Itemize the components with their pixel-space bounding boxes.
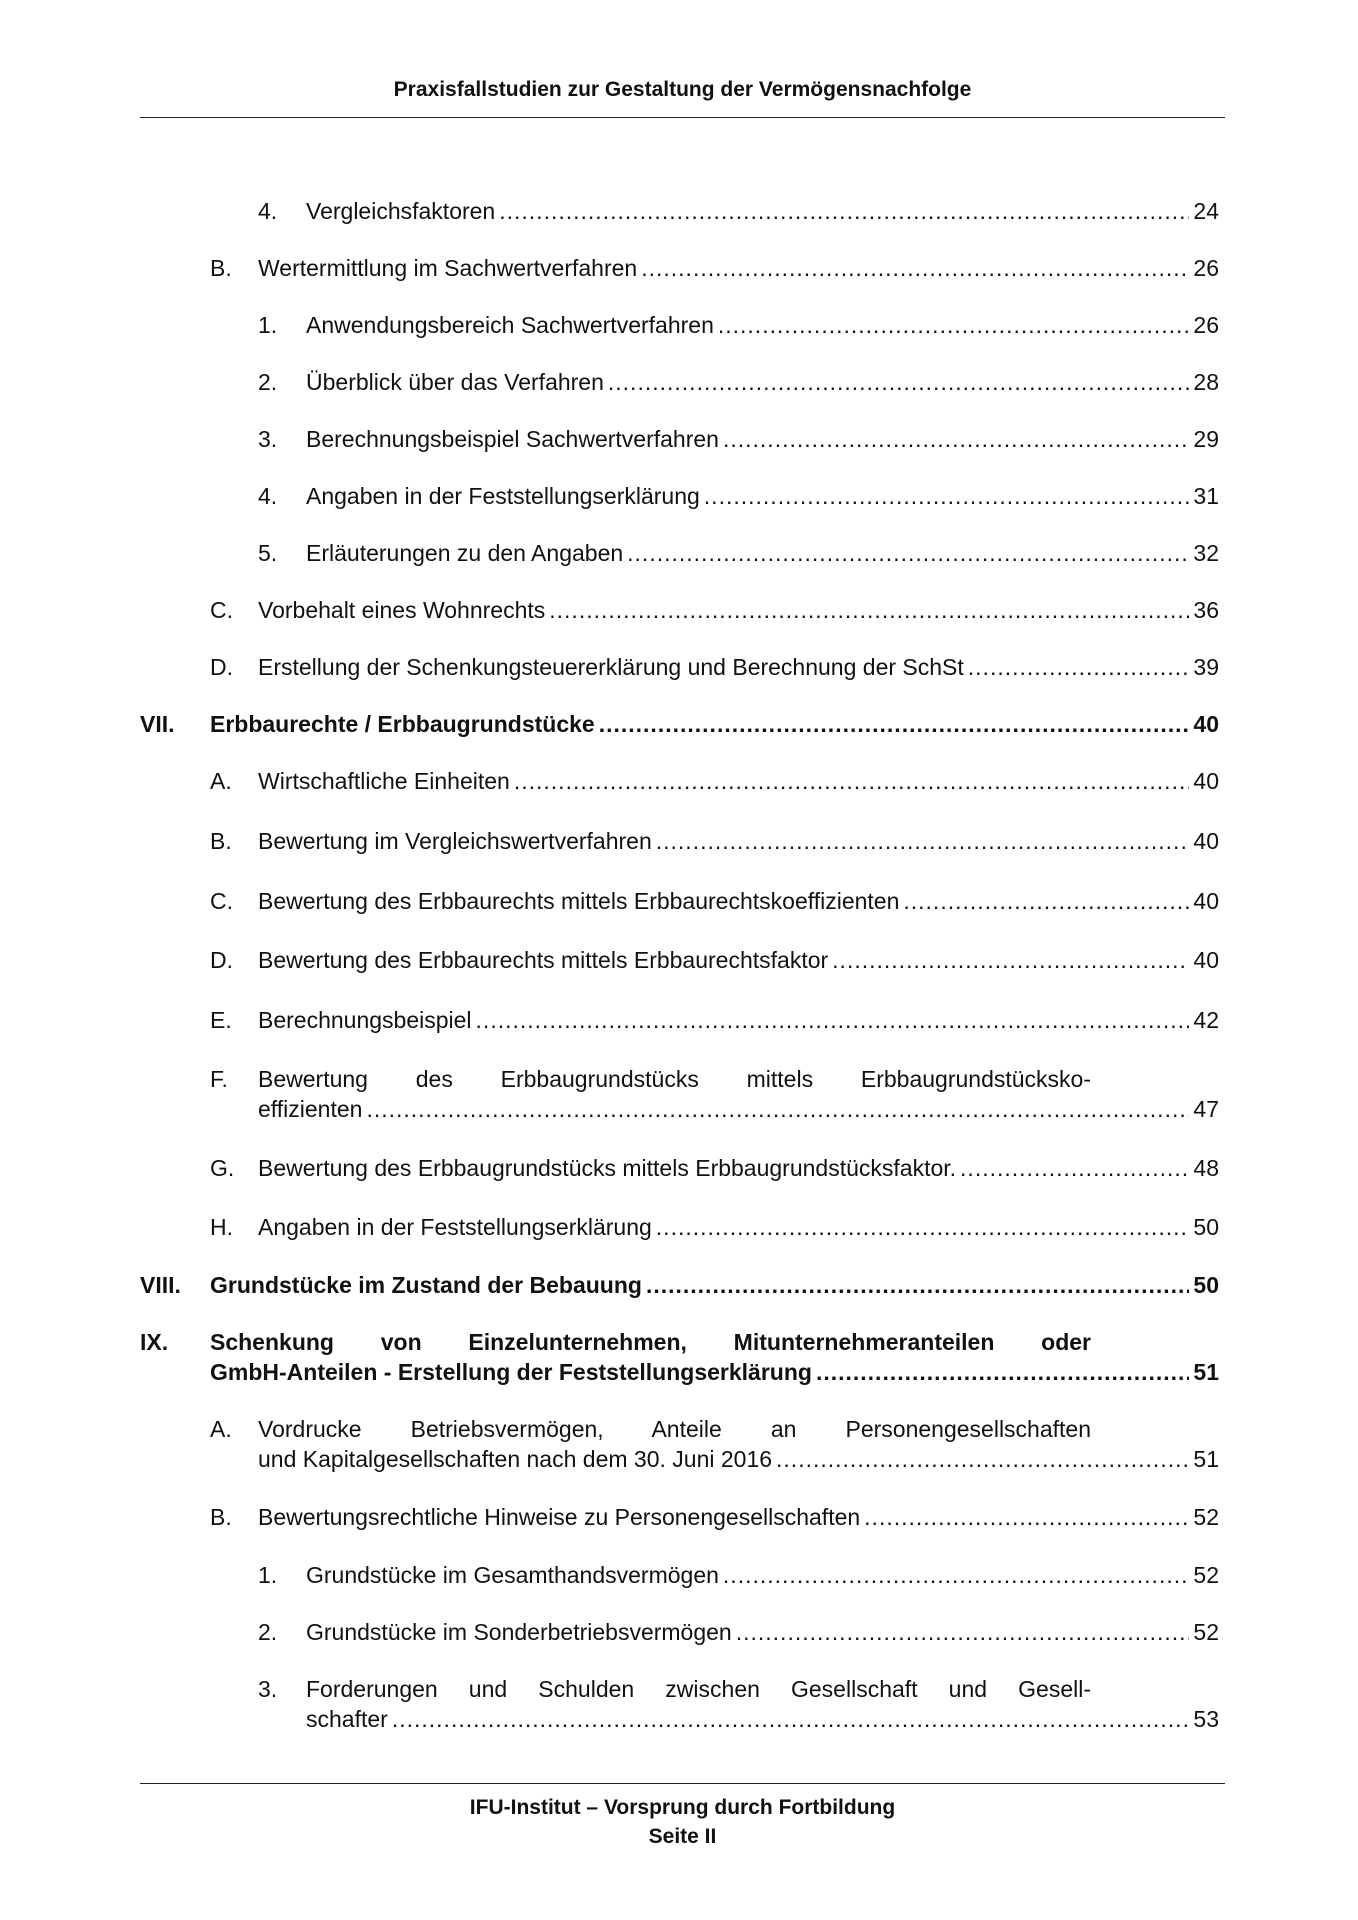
toc-entry[interactable] [210,886,1219,916]
toc-page-number: 51 [1193,1446,1219,1472]
toc-entry-title: Forderungen und Schulden zwischen Gesellschaft und Gesell- [306,1676,1091,1702]
toc-dot-leader [366,1094,1189,1124]
toc-entry-number: VIII. [140,1272,181,1298]
toc-page-number: 51 [1193,1359,1219,1385]
toc-entry[interactable] [258,1617,1219,1647]
toc-page-number: 26 [1193,255,1219,281]
toc-entry[interactable] [140,1327,1219,1387]
toc-entry-title: GmbH-Anteilen - Erstellung der Feststellungserklärung [210,1359,812,1385]
toc-dot-leader [816,1357,1189,1387]
toc-entry-title: Bewertung des Erbbaugrundstücks mittels Erbbaugrundstücksfaktor. [258,1155,957,1181]
toc-entry-title: Grundstücke im Zustand der Bebauung [210,1272,642,1298]
toc-entry-number: C. [210,597,233,623]
toc-entry[interactable] [258,367,1219,397]
toc-entry-number: 3. [258,426,278,452]
toc-entry[interactable] [258,424,1219,454]
toc-entry-title: Wertermittlung im Sachwertverfahren [258,255,638,281]
toc-entry-title: Erbbaurechte / Erbbaugrundstücke [210,711,595,737]
toc-entry[interactable] [210,766,1219,796]
toc-entry-title: Erläuterungen zu den Angaben [306,540,624,566]
toc-entry[interactable] [210,826,1219,856]
toc-page-number: 28 [1193,369,1219,395]
toc-page-number: 42 [1193,1007,1219,1033]
toc-entry-number: VII. [140,711,175,737]
toc-dot-leader [656,826,1190,856]
toc-dot-leader [608,367,1190,397]
footer-page-number: Seite II [648,1825,717,1848]
toc-entry[interactable] [210,1212,1219,1242]
toc-entry-title: Bewertungsrechtliche Hinweise zu Personengesellschaften [258,1504,861,1530]
toc-dot-leader [549,595,1189,625]
toc-entry-number: 2. [258,1619,278,1645]
toc-dot-leader [627,538,1189,568]
toc-dot-leader [646,1270,1189,1300]
footer-rule [140,1783,1225,1784]
toc-entry[interactable] [140,1270,1219,1300]
toc-dot-leader [903,886,1189,916]
toc-entry-title: schafter [306,1706,388,1732]
toc-entry-title: und Kapitalgesellschaften nach dem 30. Juni 2016 [258,1446,773,1472]
toc-entry-title: Angaben in der Feststellungserklärung [258,1214,652,1240]
toc-dot-leader [656,1212,1190,1242]
toc-page-number: 24 [1193,198,1219,224]
toc-dot-leader [514,766,1190,796]
toc-entry-number: 4. [258,198,278,224]
toc-entry[interactable] [210,945,1219,975]
toc-entry-title: Angaben in der Feststellungserklärung [306,483,700,509]
toc-dot-leader [599,709,1190,739]
toc-page-number: 40 [1193,828,1219,854]
toc-entry-title: Berechnungsbeispiel [258,1007,472,1033]
toc-page-number: 29 [1193,426,1219,452]
toc-entry[interactable] [210,1153,1219,1183]
toc-page-number: 40 [1193,947,1219,973]
toc-entry-title: Vorbehalt eines Wohnrechts [258,597,546,623]
toc-entry[interactable] [210,652,1219,682]
running-header: Praxisfallstudien zur Gestaltung der Vermögensnachfolge [393,78,972,101]
toc-page-number: 52 [1193,1504,1219,1530]
toc-entry[interactable] [210,253,1219,283]
toc-entry-number: IX. [140,1329,169,1355]
toc-entry-title: Vergleichsfaktoren [306,198,496,224]
toc-entry[interactable] [258,1674,1219,1734]
toc-entry-title: Bewertung des Erbbaurechts mittels Erbbaurechtsfaktor [258,947,829,973]
toc-entry-number: C. [210,888,233,914]
toc-entry-number: B. [210,828,232,854]
toc-page-number: 50 [1193,1272,1219,1298]
toc-entry-title: Grundstücke im Sonderbetriebsvermögen [306,1619,732,1645]
toc-dot-leader [832,945,1189,975]
toc-page-number: 26 [1193,312,1219,338]
toc-entry[interactable] [140,709,1219,739]
toc-entry-title: Erstellung der Schenkungsteuererklärung und Berechnung der SchSt [258,654,964,680]
toc-dot-leader [864,1502,1189,1532]
toc-entry-title: effizienten [258,1096,363,1122]
toc-page-number: 32 [1193,540,1219,566]
toc-entry[interactable] [210,1414,1219,1474]
toc-page-number: 39 [1193,654,1219,680]
toc-entry-title: Berechnungsbeispiel Sachwertverfahren [306,426,719,452]
toc-page-number: 47 [1193,1096,1219,1122]
toc-entry[interactable] [258,481,1219,511]
toc-entry-title: Bewertung im Vergleichswertverfahren [258,828,652,854]
toc-page-number: 50 [1193,1214,1219,1240]
toc-entry-number: 3. [258,1676,278,1702]
toc-entry-title: Vordrucke Betriebsvermögen, Anteile an Personengesellschaften [258,1416,1091,1442]
toc-entry-title: Bewertung des Erbbaugrundstücks mittels Erbbaugrundstücksko- [258,1066,1091,1092]
toc-entry-number: E. [210,1007,232,1033]
toc-entry-number: B. [210,255,232,281]
toc-entry-number: A. [210,768,232,794]
toc-entry[interactable] [258,196,1219,226]
toc-page-number: 31 [1193,483,1219,509]
toc-entry-number: 1. [258,312,278,338]
toc-dot-leader [776,1444,1189,1474]
toc-entry-number: 1. [258,1562,278,1588]
toc-dot-leader [499,196,1189,226]
toc-entry[interactable] [258,1560,1219,1590]
footer-institute: IFU-Institut – Vorsprung durch Fortbildung [469,1796,896,1819]
toc-dot-leader [641,253,1189,283]
toc-entry[interactable] [210,595,1219,625]
toc-dot-leader [968,652,1190,682]
toc-entry[interactable] [258,310,1219,340]
toc-page-number: 40 [1193,768,1219,794]
toc-entry-number: 4. [258,483,278,509]
toc-entry[interactable] [210,1502,1219,1532]
toc-entry-title: Überblick über das Verfahren [306,369,604,395]
toc-entry-number: G. [210,1155,235,1181]
toc-entry-number: D. [210,654,233,680]
toc-dot-leader [718,310,1190,340]
toc-entry-title: Bewertung des Erbbaurechts mittels Erbbaurechtskoeffizienten [258,888,900,914]
toc-dot-leader [960,1153,1189,1183]
toc-entry-number: H. [210,1214,233,1240]
toc-entry-title: Anwendungsbereich Sachwertverfahren [306,312,714,338]
toc-entry-number: 5. [258,540,278,566]
toc-entry-title: Schenkung von Einzelunternehmen, Mitunternehmeranteilen oder [210,1329,1091,1355]
toc-entry-title: Wirtschaftliche Einheiten [258,768,510,794]
toc-entry-number: F. [210,1066,228,1092]
toc-entry-number: B. [210,1504,232,1530]
toc-entry-number: A. [210,1416,232,1442]
toc-entry-title: Grundstücke im Gesamthandsvermögen [306,1562,719,1588]
toc-page-number: 36 [1193,597,1219,623]
toc-dot-leader [723,1560,1189,1590]
toc-dot-leader [476,1005,1190,1035]
page-footer [140,1793,1225,1851]
toc-entry[interactable] [210,1005,1219,1035]
toc-page-number: 40 [1193,711,1219,737]
toc-page-number: 53 [1193,1706,1219,1732]
toc-page-number: 52 [1193,1562,1219,1588]
toc-page-number: 40 [1193,888,1219,914]
toc-entry-number: 2. [258,369,278,395]
toc-page-number: 48 [1193,1155,1219,1181]
toc-entry[interactable] [210,1064,1219,1124]
toc-dot-leader [704,481,1190,511]
toc-entry[interactable] [258,538,1219,568]
toc-dot-leader [392,1704,1190,1734]
toc-entry-number: D. [210,947,233,973]
toc-dot-leader [736,1617,1190,1647]
toc-dot-leader [723,424,1189,454]
toc-page-number: 52 [1193,1619,1219,1645]
